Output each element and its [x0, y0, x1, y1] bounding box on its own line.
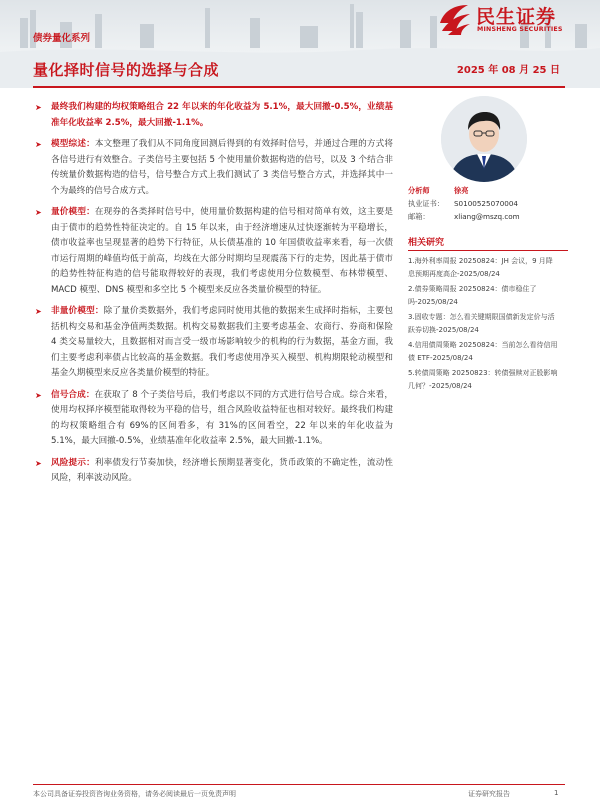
paragraph-body: 在现券的各类择时信号中，使用量价数据构建的信号相对简单有效，这主要是由于债市的趋势性特征决定的。自 15 年以来，由于经济增速从过快逐渐转为平稳增长，债市收益率也呈现显著的趋势下行特征，从长债基准的 10 年国债收益率来看，每一次债市运行周期的峰值均低于前高，均线在大部分时期均呈现震荡下行的走势，因此基于债市的趋势性特征构造的信号能取得较好的表现，我们考虑使用分位数模型、布林带模型、MACD 模型、DNS 模型和多空比 5 个模型来反应各类量价模型的特征。	[51, 207, 393, 295]
related-research-list	[408, 255, 558, 395]
footer-disclaimer: 本公司具备证券投资咨询业务资格，请务必阅读最后一页免责声明	[33, 790, 236, 798]
paragraph-heading: 量价模型：	[51, 207, 95, 217]
bullet-arrow-icon: ➤	[35, 390, 42, 400]
analyst-portrait-icon	[441, 96, 527, 182]
summary-column	[33, 100, 393, 493]
summary-paragraph-price-volume	[33, 205, 393, 298]
paragraph-body: 本文整理了我们从不同角度回测后得到的有效择时信号，并通过合理的方式将各信号进行有效整合。子类信号主要包括 5 个使用量价数据构造的信号，以及 3 个结合非传统量价数据构造的信号，信号整合方式上我们测试了 3 类信号整合方式，并选择其中一个为最终的信号合成方式。	[51, 139, 393, 196]
paragraph-heading: 非量价模型：	[51, 306, 104, 316]
related-research-item[interactable]: 3.固收专题：怎么看关键期限国债新发定价与活跃券切换-2025/08/24	[408, 313, 555, 334]
paragraph-heading: 风险提示：	[51, 457, 95, 468]
report-title: 量化择时信号的选择与合成	[33, 61, 220, 79]
minsheng-logo-icon	[436, 1, 472, 37]
bullet-arrow-icon: ➤	[35, 103, 42, 112]
summary-paragraph-signal-synthesis	[33, 388, 393, 450]
paragraph-heading: 信号合成：	[51, 389, 95, 400]
paragraph-body: 除了量价类数据外，我们考虑同时使用其他的数据来生成择时指标，主要包括机构交易和基金净值两类数据。机构交易数据我们主要考虑基金、农商行、券商和保险 4 类交易量较大，且数据相对而言受一级市场影响较少的机构的行为数据，基金方面，我们主要考虑利率债占比较高的基金数据。我们考虑使用净买入模型、机构期限轮动模型和基金久期模型来反应各类量价模型的特征。	[51, 306, 393, 378]
related-research-item[interactable]: 5.转债周策略 20250823：转债强赎对正股影响几何？-2025/08/24	[408, 369, 558, 390]
analyst-role-label: 分析师	[408, 186, 430, 195]
company-logo	[436, 1, 586, 41]
cert-label: 执业证书：	[408, 199, 444, 208]
analyst-name: 徐亮	[454, 186, 469, 195]
page-number: 1	[554, 789, 559, 797]
footer-report-type: 证券研究报告	[468, 790, 510, 798]
report-series: 债券量化系列	[33, 33, 91, 44]
logo-english-name: MINSHENG SECURITIES	[477, 26, 563, 33]
related-research-rule	[408, 250, 568, 251]
paragraph-body: 在获取了 8 个子类信号后，我们考虑以不同的方式进行信号合成。综合来看，使用均权择序模型能取得较为平稳的信号，组合风险收益特征也相对较好。最终我们构建的均权策略组合有 69%的区间看多，有 31%的区间看空，22 年以来的年化收益为 5.1%，最大回撤-0.5%，业绩基准年化收益率 2.5%，最大回撤-1.1%。	[51, 389, 393, 446]
logo-chinese-name: 民生证券	[476, 6, 557, 28]
summary-lead	[33, 100, 393, 131]
analyst-email[interactable]: xliang@mszq.com	[454, 212, 520, 221]
cert-number: S0100525070004	[454, 199, 519, 208]
paragraph-heading: 模型综述：	[51, 139, 95, 149]
summary-paragraph-non-price-volume	[33, 304, 393, 382]
summary-paragraph-risk	[33, 456, 393, 487]
header-banner	[0, 0, 600, 88]
related-research-item[interactable]: 2.债券策略周报 20250824：债市稳住了吗-2025/08/24	[408, 285, 537, 306]
summary-paragraph-model-overview	[33, 137, 393, 199]
email-label: 邮箱：	[408, 212, 430, 221]
bullet-arrow-icon: ➤	[35, 458, 42, 468]
bullet-arrow-icon: ➤	[35, 208, 42, 217]
lead-text: 最终我们构建的均权策略组合 22 年以来的年化收益为 5.1%，最大回撤-0.5%，业绩基准年化收益率 2.5%，最大回撤-1.1%。	[51, 102, 393, 128]
related-research-item[interactable]: 4.信用债周策略 20250824：当前怎么看待信用债 ETF-2025/08/24	[408, 341, 558, 362]
analyst-info	[408, 184, 568, 223]
analyst-photo	[441, 96, 527, 182]
paragraph-body: 利率债发行节奏加快，经济增长预期显著变化，货币政策的不确定性，流动性风险，利率波动风险。	[51, 457, 393, 483]
bullet-arrow-icon: ➤	[35, 140, 42, 149]
header-rule	[33, 86, 565, 88]
related-research-title: 相关研究	[408, 238, 445, 248]
report-date: 2025 年 08 月 25 日	[456, 65, 560, 76]
footer-rule	[33, 784, 565, 785]
bullet-arrow-icon: ➤	[35, 307, 42, 316]
related-research-item[interactable]: 1.海外利率周报 20250824：JH 会议，9 月降息预期再度高企-2025/08/24	[408, 257, 553, 278]
